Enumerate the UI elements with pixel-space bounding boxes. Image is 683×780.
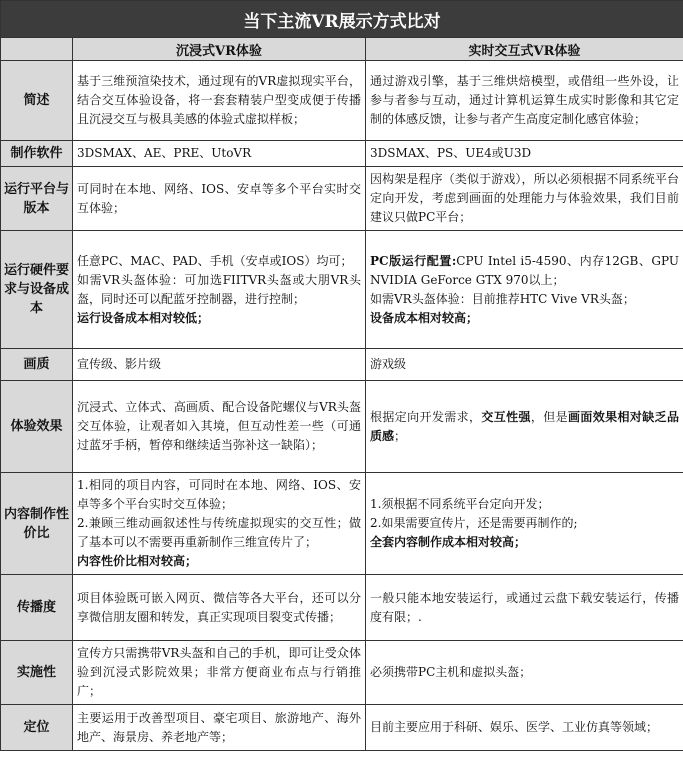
cell-text: 必须携带PC主机和虚拟头盔； — [370, 665, 532, 679]
cell-line — [370, 170, 679, 227]
cell-line — [370, 144, 679, 163]
cell-immersive — [73, 61, 366, 141]
cell-line — [370, 718, 679, 737]
table-row — [1, 381, 683, 473]
cell-line — [370, 290, 679, 309]
cell-line — [370, 533, 679, 552]
cell-text: 项目体验既可嵌入网页、微信等各大平台，还可以分享微信朋友圈和转发，真正实现项目裂变式传播； — [77, 590, 361, 624]
cell-text: 宣传级、影片级 — [77, 357, 162, 371]
cell-line — [370, 309, 679, 328]
cell-text: ； — [394, 428, 407, 443]
title-row — [1, 1, 683, 38]
cell-text: 基于三维预渲染技术，通过现有的VR虚拟现实平台，结合交互体验设备，将一套套精装户型变成便于传播且沉浸交互与极具美感的体验式虚拟样板； — [77, 74, 361, 126]
cell-text: ，但是 — [530, 409, 568, 424]
cell-realtime — [366, 381, 683, 473]
cell-text: 2.如果需要宣传片，还是需要再制作的; — [370, 516, 578, 530]
bold-text: 运行设备成本相对较低； — [77, 310, 210, 325]
table-row — [1, 641, 683, 705]
cell-immersive — [73, 473, 366, 575]
cell-text: 2.兼顾三维动画叙述性与传统虚拟现实的交互性；做了基本可以不需要再重新制作三维宣传片了； — [77, 516, 361, 549]
cell-line — [77, 476, 361, 514]
table-row — [1, 349, 683, 381]
cell-line — [77, 644, 361, 701]
cell-line — [370, 495, 679, 514]
cell-line — [77, 589, 361, 627]
cell-text: 一般只能本地安装运行，或通过云盘下载安装运行，传播度有限；. — [370, 590, 679, 624]
cell-line — [77, 355, 361, 374]
row-label: 实施性 — [1, 641, 73, 705]
cell-text: 1.相同的项目内容，可同时在本地、网络、IOS、安卓等多个平台实时交互体验； — [77, 478, 361, 511]
cell-line — [77, 180, 361, 218]
cell-line — [370, 355, 679, 374]
bold-text: 全套内容制作成本相对较高； — [370, 535, 527, 549]
cell-line — [77, 271, 361, 309]
table-row — [1, 575, 683, 641]
table-row — [1, 167, 683, 231]
cell-text: 主要运用于改善型项目、豪宅项目、旅游地产、海外地产、海景房、养老地产等； — [77, 710, 361, 744]
table-row — [1, 61, 683, 141]
cell-realtime — [366, 575, 683, 641]
row-label: 运行硬件要求与设备成本 — [1, 231, 73, 349]
cell-line — [77, 309, 361, 328]
cell-immersive — [73, 641, 366, 705]
cell-immersive — [73, 381, 366, 473]
cell-text: 因构架是程序（类似于游戏），所以必须根据不同系统平台定向开发，考虑到画面的处理能力与体验效果，我们目前建议只做PC平台； — [370, 172, 679, 224]
cell-text: 沉浸式、立体式、高画质、配合设备陀螺仪与VR头盔交互体验，让观者如入其境，但互动性差一些（可通过蓝牙手柄，暂停和继续适当弥补这一缺陷）； — [77, 400, 361, 452]
cell-text: 如需VR头盔体验：目前推荐HTC Vive VR头盔； — [370, 291, 635, 306]
cell-realtime — [366, 705, 683, 751]
page-title: 当下主流VR展示方式比对 — [1, 1, 683, 38]
row-label: 简述 — [1, 61, 73, 141]
cell-text: 3DSMAX、PS、UE4或U3D — [370, 146, 532, 160]
cell-realtime — [366, 473, 683, 575]
row-label: 运行平台与版本 — [1, 167, 73, 231]
cell-immersive — [73, 349, 366, 381]
cell-line — [77, 514, 361, 552]
cell-text: 3DSMAX、AE、PRE、UtoVR — [77, 146, 252, 160]
row-label: 画质 — [1, 349, 73, 381]
cell-realtime — [366, 167, 683, 231]
cell-line — [77, 709, 361, 747]
cell-line — [370, 252, 679, 290]
cell-immersive — [73, 575, 366, 641]
cell-immersive — [73, 705, 366, 751]
cell-realtime — [366, 231, 683, 349]
header-immersive-vr: 沉浸式VR体验 — [73, 38, 366, 61]
cell-line — [77, 72, 361, 129]
row-label: 定位 — [1, 705, 73, 751]
cell-line — [77, 552, 361, 571]
table-row — [1, 473, 683, 575]
header-row — [1, 38, 683, 61]
cell-text: 根据定向开发需求， — [370, 409, 482, 424]
cell-immersive — [73, 167, 366, 231]
row-label: 内容制作性价比 — [1, 473, 73, 575]
cell-text: 可同时在本地、网络、IOS、安卓等多个平台实时交互体验； — [77, 181, 361, 215]
table-row — [1, 705, 683, 751]
cell-line — [370, 514, 679, 533]
bold-text: 内容性价比相对较高； — [77, 554, 198, 568]
bold-text: 设备成本相对较高； — [370, 310, 479, 325]
cell-text: 1.须根据不同系统平台定向开发； — [370, 497, 550, 511]
cell-text: 目前主要应用于科研、娱乐、医学、工业仿真等领域； — [370, 720, 659, 734]
row-label: 体验效果 — [1, 381, 73, 473]
cell-text: 宣传方只需携带VR头盔和自己的手机，即可让受众体验到沉浸式影院效果；非常方便商业布点与行销推广； — [77, 646, 361, 698]
cell-text: 任意PC、MAC、PAD、手机（安卓或IOS）均可； — [77, 253, 353, 268]
row-label: 制作软件 — [1, 141, 73, 167]
header-realtime-vr: 实时交互式VR体验 — [366, 38, 683, 61]
bold-text: 画面效果相对缺乏品质感 — [370, 409, 679, 443]
cell-realtime — [366, 141, 683, 167]
cell-line — [370, 408, 679, 446]
bold-text: PC版运行配置: — [370, 253, 457, 268]
cell-realtime — [366, 61, 683, 141]
cell-text: 通过游戏引擎，基于三维烘焙模型，或借组一些外设，让参与者参与互动，通过计算机运算生成实时影像和其它定制的体感反馈，让参与者产生高度定制化感官体验； — [370, 74, 679, 126]
table-body — [1, 61, 683, 751]
cell-realtime — [366, 641, 683, 705]
cell-line — [370, 663, 679, 682]
bold-text: 交互性强 — [481, 409, 531, 424]
cell-text: 如需VR头盔体验：可加选FIITVR头盔或大朋VR头盔，同时还可以配蓝牙控制器，进行控制； — [77, 272, 361, 306]
cell-realtime — [366, 349, 683, 381]
header-blank — [1, 38, 73, 61]
cell-line — [77, 398, 361, 455]
cell-line — [77, 144, 361, 163]
cell-line — [370, 589, 679, 627]
cell-immersive — [73, 231, 366, 349]
cell-text: CPU Intel i5-4590、内存12GB、GPU NVIDIA GeForce GTX 970以上； — [370, 253, 679, 287]
row-label: 传播度 — [1, 575, 73, 641]
cell-text: 游戏级 — [370, 357, 407, 371]
table-row — [1, 141, 683, 167]
table-row — [1, 231, 683, 349]
cell-line — [370, 72, 679, 129]
cell-line — [77, 252, 361, 271]
cell-immersive — [73, 141, 366, 167]
